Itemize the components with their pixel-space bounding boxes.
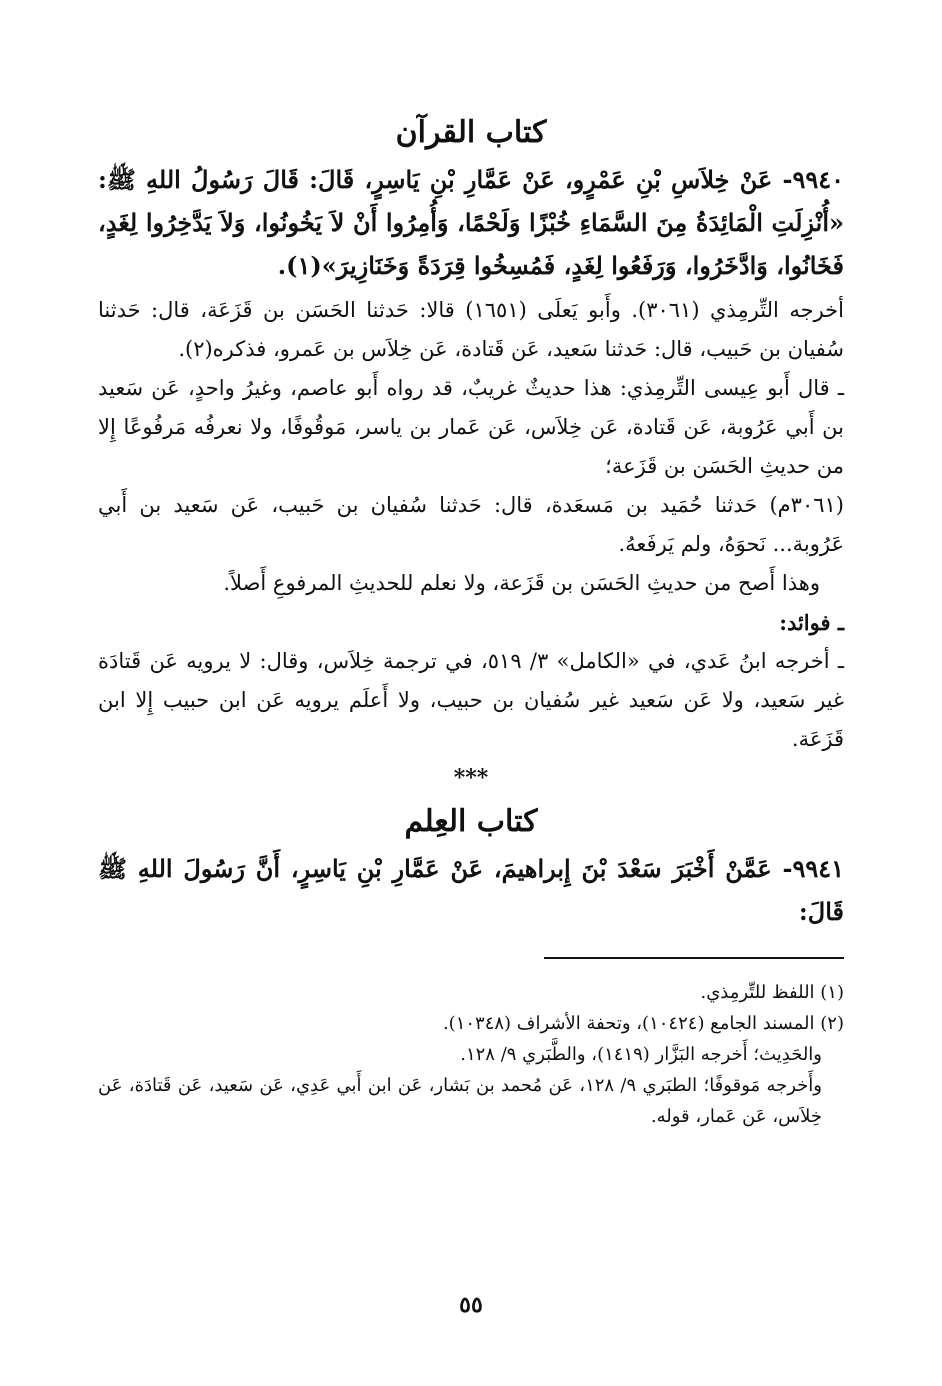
footnote-divider <box>544 957 844 959</box>
footnote-2-cont-a: والحَدِيث؛ أَخرجه البَزَّار (١٤١٩)، والطَّبَري ٩/ ١٢٨. <box>460 1044 822 1065</box>
mim-note: (٣٠٦١م) حَدثنا حُمَيد بن مَسعَدة، قال: حَدثنا سُفيان بن حَبيب، عَن سَعيد بن أَبي عَرُوبة... نَحوَهُ، ولم يَرفَعهُ. <box>98 493 844 556</box>
tirmidhi-note: ـ قال أَبو عِيسى التِّرمِذي: هذا حديثٌ غريبٌ، قد رواه أَبو عاصم، وغيرُ واحدٍ، عَن سَعيد بن أَبي عَرُوبة، عَن قَتادة، عَن خِلاَس، عَن عَمار بن ياسر، مَوقُوفًا، ولا نعرفُه مَرفُوعًا إِلا من حديثِ الحَسَن بن قَزَعة؛ <box>98 376 844 478</box>
footnote-2-cont-b: وأَخرجه مَوقوفًا؛ الطبَري ٩/ ١٢٨، عَن مُحمد بن بَشار، عَن ابن أَبي عَدِي، عَن سَعيد، عَن قَتادَة، عَن خِلاَس، عَن عَمار، قوله. <box>98 1075 822 1127</box>
section-separator: *** <box>453 765 489 791</box>
section-title-ilm: كتاب العِلم <box>404 804 538 839</box>
footnote-1: (١) اللفظ للتِّرمِذي. <box>700 982 844 1003</box>
page-number: ٥٥ <box>459 1292 483 1318</box>
hadith-9940: ٩٩٤٠- عَنْ خِلاَسِ بْنِ عَمْرٍو، عَنْ عَمَّارِ بْنِ يَاسِرٍ، قَالَ: قَالَ رَسُولُ اللهِ ﷺ: «أُنْزِلَتِ الْمَائِدَةُ مِنَ السَّمَاءِ خُبْزًا وَلَحْمًا، وَأُمِرُوا أَنْ لاَ يَخُونُوا، وَلاَ يَدَّخِرُوا لِغَدٍ، فَخَانُوا، وَادَّخَرُوا، وَرَفَعُوا لِغَدٍ، فَمُسِخُوا قِرَدَةً وَخَنَازِيرَ»(١). <box>98 165 844 280</box>
footnote-2: (٢) المسند الجامع (١٠٤٢٤)، وتحفة الأشراف (١٠٣٤٨). <box>442 1013 844 1034</box>
fawaid-label: ـ فوائد: <box>779 610 844 635</box>
hadith-9941: ٩٩٤١- عَمَّنْ أَخْبَرَ سَعْدَ بْنَ إِبراهيمَ، عَنْ عَمَّارِ بْنِ يَاسِرٍ، أَنَّ رَسُولَ اللهِ ﷺ قَالَ: <box>98 854 845 926</box>
fawaid-text: ـ أخرجه ابنُ عَدي، في «الكامل» ٣/ ٥١٩، في ترجمة خِلاَس، وقال: لا يرويه عَن قَتادَة غير سَعيد، ولا عَن سَعيد غير سُفيان بن حبيب، ولا أَعلَم يرويه عَن ابن حبيب إِلا ابن قَزَعَة. <box>98 649 844 751</box>
footnotes <box>98 977 844 1132</box>
section-title-quran: كتاب القرآن <box>395 115 547 150</box>
takhrij-paragraph: أخرجه التِّرمِذي (٣٠٦١). وأَبو يَعلَى (١٦٥١) قالا: حَدثنا الحَسَن بن قَزَعَة، قال: حَدثنا سُفيان بن حَبيب، قال: حَدثنا سَعيد، عَن قَتادة، عَن خِلاَس بن عَمرو، فذكره(٢). <box>98 298 844 361</box>
asah-note: وهذا أَصح من حديثِ الحَسَن بن قَزَعة، ولا نعلم للحديثِ المرفوعِ أَصلاً. <box>223 571 820 595</box>
